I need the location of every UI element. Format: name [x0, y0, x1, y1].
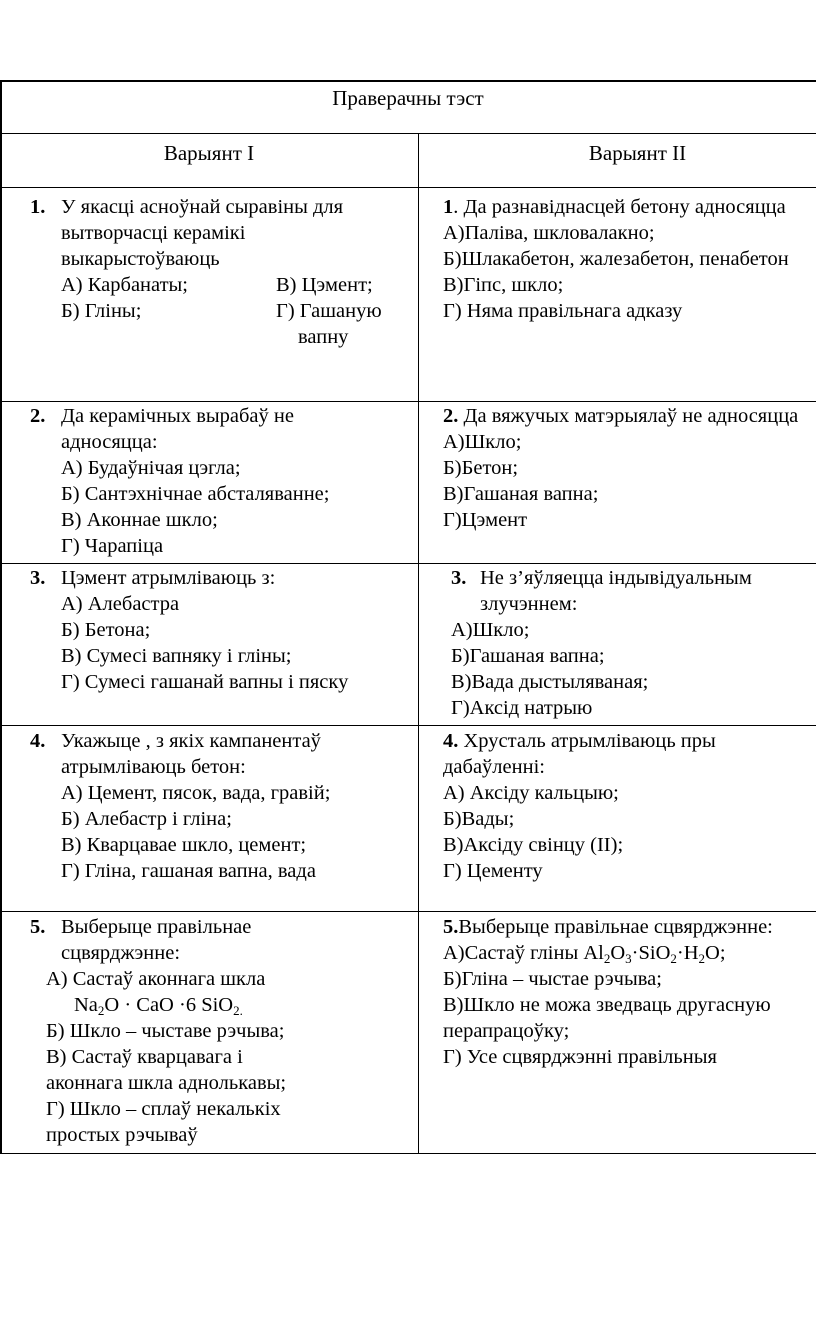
answer-option: простых рэчываў: [46, 1124, 198, 1146]
answer-option: Г) Усе сцвярджэнні правільныя: [443, 1046, 717, 1068]
answer-option: вапну: [298, 326, 349, 348]
answer-option: В) Сумесі вапняку і гліны;: [61, 645, 292, 667]
question-text: адносяцца:: [61, 431, 158, 453]
question-text: дабаўленні:: [443, 756, 545, 778]
answer-option: Г)Цэмент: [443, 509, 528, 531]
answer-option: Б)Гашаная вапна;: [451, 645, 605, 667]
answer-option: Б) Гліны;: [61, 300, 142, 322]
question-number: 1.: [30, 196, 46, 218]
answer-option: Г) Цементу: [443, 860, 543, 882]
answer-option: Г) Няма правільнага адказу: [443, 300, 683, 322]
table-row-divider: [0, 401, 816, 402]
table-border-bottom: [0, 1153, 816, 1154]
answer-option: А) Аксіду кальцыю;: [443, 782, 619, 804]
answer-option: А) Састаў аконнага шкла: [46, 968, 266, 990]
variant-1-heading: Варыянт I: [163, 141, 255, 165]
answer-option: А)Шкло;: [443, 431, 522, 453]
answer-option: В) Састаў кварцавага і: [46, 1046, 243, 1068]
question-number: 5.: [30, 916, 46, 938]
variant-2-heading: Варыянт II: [588, 141, 687, 165]
answer-option: аконнага шкла аднолькавы;: [46, 1072, 287, 1094]
answer-option: Б)Бетон;: [443, 457, 519, 479]
answer-option: А)Паліва, шкловалакно;: [443, 222, 655, 244]
table-column-divider: [418, 134, 419, 1154]
answer-option: Б)Шлакабетон, жалезабетон, пенабетон: [443, 248, 789, 270]
question-text: злучэннем:: [480, 593, 578, 615]
table-row-divider: [0, 133, 816, 134]
question-number: 3.: [451, 567, 467, 589]
table-border-left: [0, 80, 2, 1154]
glass-formula: $Na_2O$ · CaO ·6 SiO$_{2.}$: [74, 994, 243, 1018]
question-number: 2.: [30, 405, 46, 427]
question-text: сцвярджэнне:: [61, 942, 181, 964]
answer-option: Б)Гліна – чыстае рэчыва;: [443, 968, 662, 990]
question-text: 5.Выберыце правільнае сцвярджэнне:: [443, 916, 773, 938]
answer-option: перапрацоўку;: [443, 1020, 570, 1042]
answer-option: Б) Шкло – чыставе рэчыва;: [46, 1020, 285, 1042]
answer-option: Г) Гашаную: [276, 300, 382, 322]
answer-option: Г) Шкло – сплаў некалькіх: [46, 1098, 281, 1120]
question-text: 1. Да разнавіднасцей бетону адносяцца: [443, 196, 786, 218]
answer-option: Б) Бетона;: [61, 619, 151, 641]
answer-option: Б) Алебастр і гліна;: [61, 808, 232, 830]
question-text: Да керамічных вырабаў не: [61, 405, 294, 427]
table-row-divider: [0, 187, 816, 188]
question-text: У якасці асноўнай сыравіны для: [61, 196, 344, 218]
question-text: Выберыце правільнае: [61, 916, 252, 938]
answer-option: В) Аконнае шкло;: [61, 509, 218, 531]
table-border-top: [0, 80, 816, 82]
question-text: 4. Хрусталь атрымліваюць пры: [443, 730, 716, 752]
answer-option: А) Алебастра: [61, 593, 180, 615]
answer-option: Г) Чарапіца: [61, 535, 164, 557]
table-row-divider: [0, 563, 816, 564]
answer-option: В)Аксіду свінцу (ІІ);: [443, 834, 624, 856]
answer-option: Г) Гліна, гашаная вапна, вада: [61, 860, 316, 882]
table-row-divider: [0, 911, 816, 912]
answer-option: В)Вада дыстыляваная;: [451, 671, 649, 693]
answer-option: В) Цэмент;: [276, 274, 373, 296]
answer-option: В)Гіпс, шкло;: [443, 274, 564, 296]
answer-option: А)Састаў гліны $Al_2O_3\cdot SiO_2\cdot H_2O$;: [443, 942, 726, 966]
answer-option: Г)Аксід натрыю: [451, 697, 593, 719]
question-text: Не з’яўляецца індывідуальным: [480, 567, 752, 589]
question-number: 4.: [30, 730, 46, 752]
answer-option: А) Карбанаты;: [61, 274, 189, 296]
question-text: Укажыце , з якіх кампанентаў: [61, 730, 321, 752]
answer-option: В)Гашаная вапна;: [443, 483, 599, 505]
question-number: 3.: [30, 567, 46, 589]
question-text: вытворчасці керамікі: [61, 222, 246, 244]
answer-option: Б) Сантэхнічнае абсталяванне;: [61, 483, 330, 505]
answer-option: В) Кварцавае шкло, цемент;: [61, 834, 307, 856]
table-row-divider: [0, 725, 816, 726]
answer-option: Г) Сумесі гашанай вапны і пяску: [61, 671, 349, 693]
question-text: атрымліваюць бетон:: [61, 756, 246, 778]
question-text: Цэмент атрымліваюць з:: [61, 567, 276, 589]
answer-option: Б)Вады;: [443, 808, 515, 830]
page-title: Праверачны тэст: [332, 86, 484, 110]
answer-option: А) Цемент, пясок, вада, гравій;: [61, 782, 331, 804]
question-text: 2. Да вяжучых матэрыялаў не адносяцца: [443, 405, 799, 427]
answer-option: В)Шкло не можа зведваць другасную: [443, 994, 771, 1016]
answer-option: А)Шкло;: [451, 619, 530, 641]
answer-option: А) Будаўнічая цэгла;: [61, 457, 241, 479]
question-text: выкарыстоўваюць: [61, 248, 220, 270]
